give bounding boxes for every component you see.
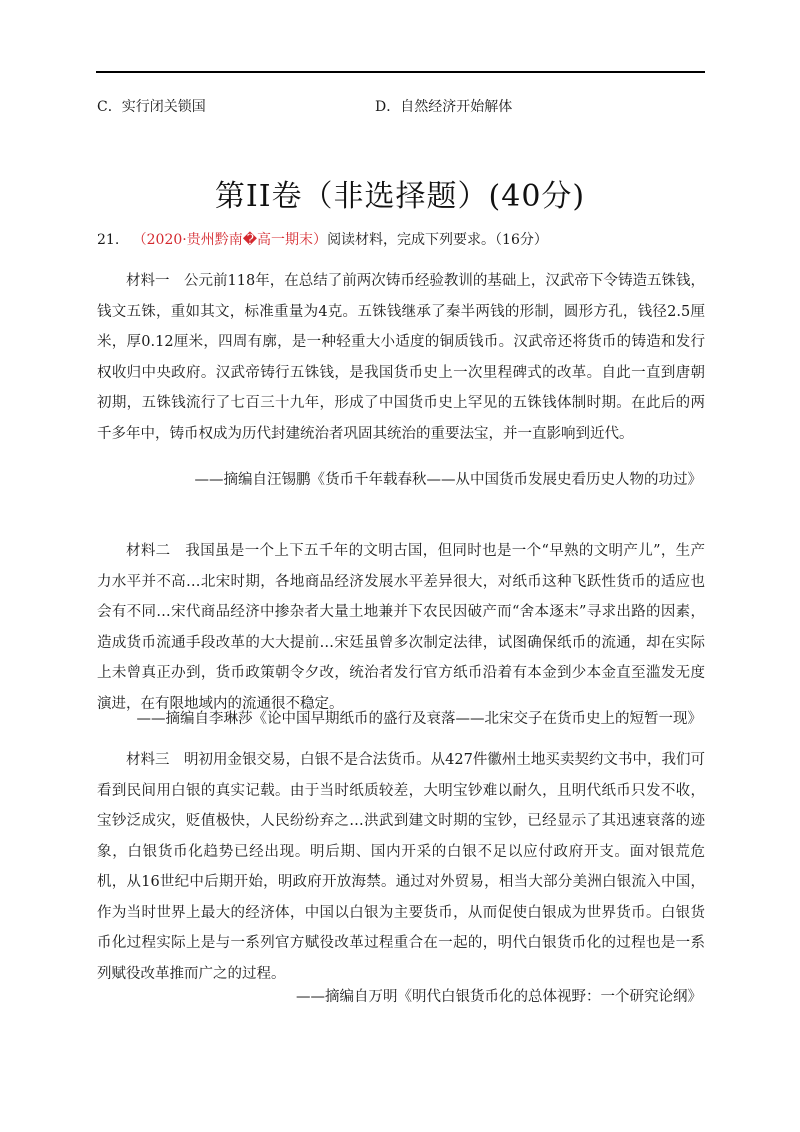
material-2-citation: ——摘编自李琳莎《论中国早期纸币的盛行及衰落——北宋交子在货币史上的短暂一现》 (136, 711, 702, 727)
material-1-text: 材料一 公元前118年，在总结了前两次铸币经验教训的基础上，汉武帝下令铸造五铢钱，钱文五铢，重如其文，标准重量为4克。五铢钱继承了秦半两钱的形制，圆形方孔，钱径2.5厘米，厚0.12厘米，四周有廓，是一种轻重大小适度的铜质钱币。汉武帝还将货币的铸造和发行权收归中央政府。汉武帝铸行五铢钱，是我国货币史上一次里程碑式的改革。自此一直到唐朝初期，五铢钱流行了七百三十九年，形成了中国货币史上罕见的五铢钱体制时期。在此后的两千多年中，铸币权成为历代封建统治者巩固其统治的重要法宝，并一直影响到近代。 (97, 273, 705, 442)
question-header (97, 229, 548, 249)
question-source: （2020·贵州黔南�高一期末） (132, 232, 328, 248)
material-1-citation: ——摘编自汪锡鹏《货币千年载春秋——从中国货币发展史看历史人物的功过》 (194, 472, 702, 488)
header-rule (96, 71, 705, 73)
material-2-text: 材料二 我国虽是一个上下五千年的文明古国，但同时也是一个“早熟的文明产儿”，生产力水平并不高…北宋时期，各地商品经济发展水平差异很大，对纸币这种飞跃性货币的适应也会有不同…宋代商品经济中掺杂者大量土地兼并下农民因破产而“舍本逐末”寻求出路的因素，造成货币流通手段改革的大大提前…宋廷虽曾多次制定法律，试图确保纸币的流通，却在实际上未曾真正办到，货币政策朝令夕改，统治者发行官方纸币沿着有本金到少本金直至滥发无度演进，在有限地域内的流通很不稳定。 (97, 543, 705, 712)
option-c: C．实行闭关锁国 (97, 99, 206, 115)
material-3-citation: ——摘编自万明《明代白银货币化的总体视野：一个研究论纲》 (296, 989, 702, 1005)
question-prompt: 阅读材料，完成下列要求。（16分） (327, 232, 548, 248)
option-d: D．自然经济开始解体 (375, 99, 513, 115)
section-title: 第II卷（非选择题）(40分) (214, 179, 586, 214)
material-3-text: 材料三 明初用金银交易，白银不是合法货币。从427件徽州土地买卖契约文书中，我们可看到民间用白银的真实记载。由于当时纸质较差，大明宝钞难以耐久，且明代纸币只发不收，宝钞泛成灾，贬值极快，人民纷纷弃之…洪武到建文时期的宝钞，已经显示了其迅速衰落的迹象，白银货币化趋势已经出现。明后期、国内开采的白银不足以应付政府开支。面对银荒危机，从16世纪中后期开始，明政府开放海禁。通过对外贸易，相当大部分美洲白银流入中国，作为当时世界上最大的经济体，中国以白银为主要货币，从而促使白银成为世界货币。白银货币化过程实际上是与一系列官方赋役改革过程重合在一起的，明代白银货币化的过程也是一系列赋役改革推而广之的过程。 (97, 752, 705, 982)
question-number: 21. (97, 232, 120, 248)
